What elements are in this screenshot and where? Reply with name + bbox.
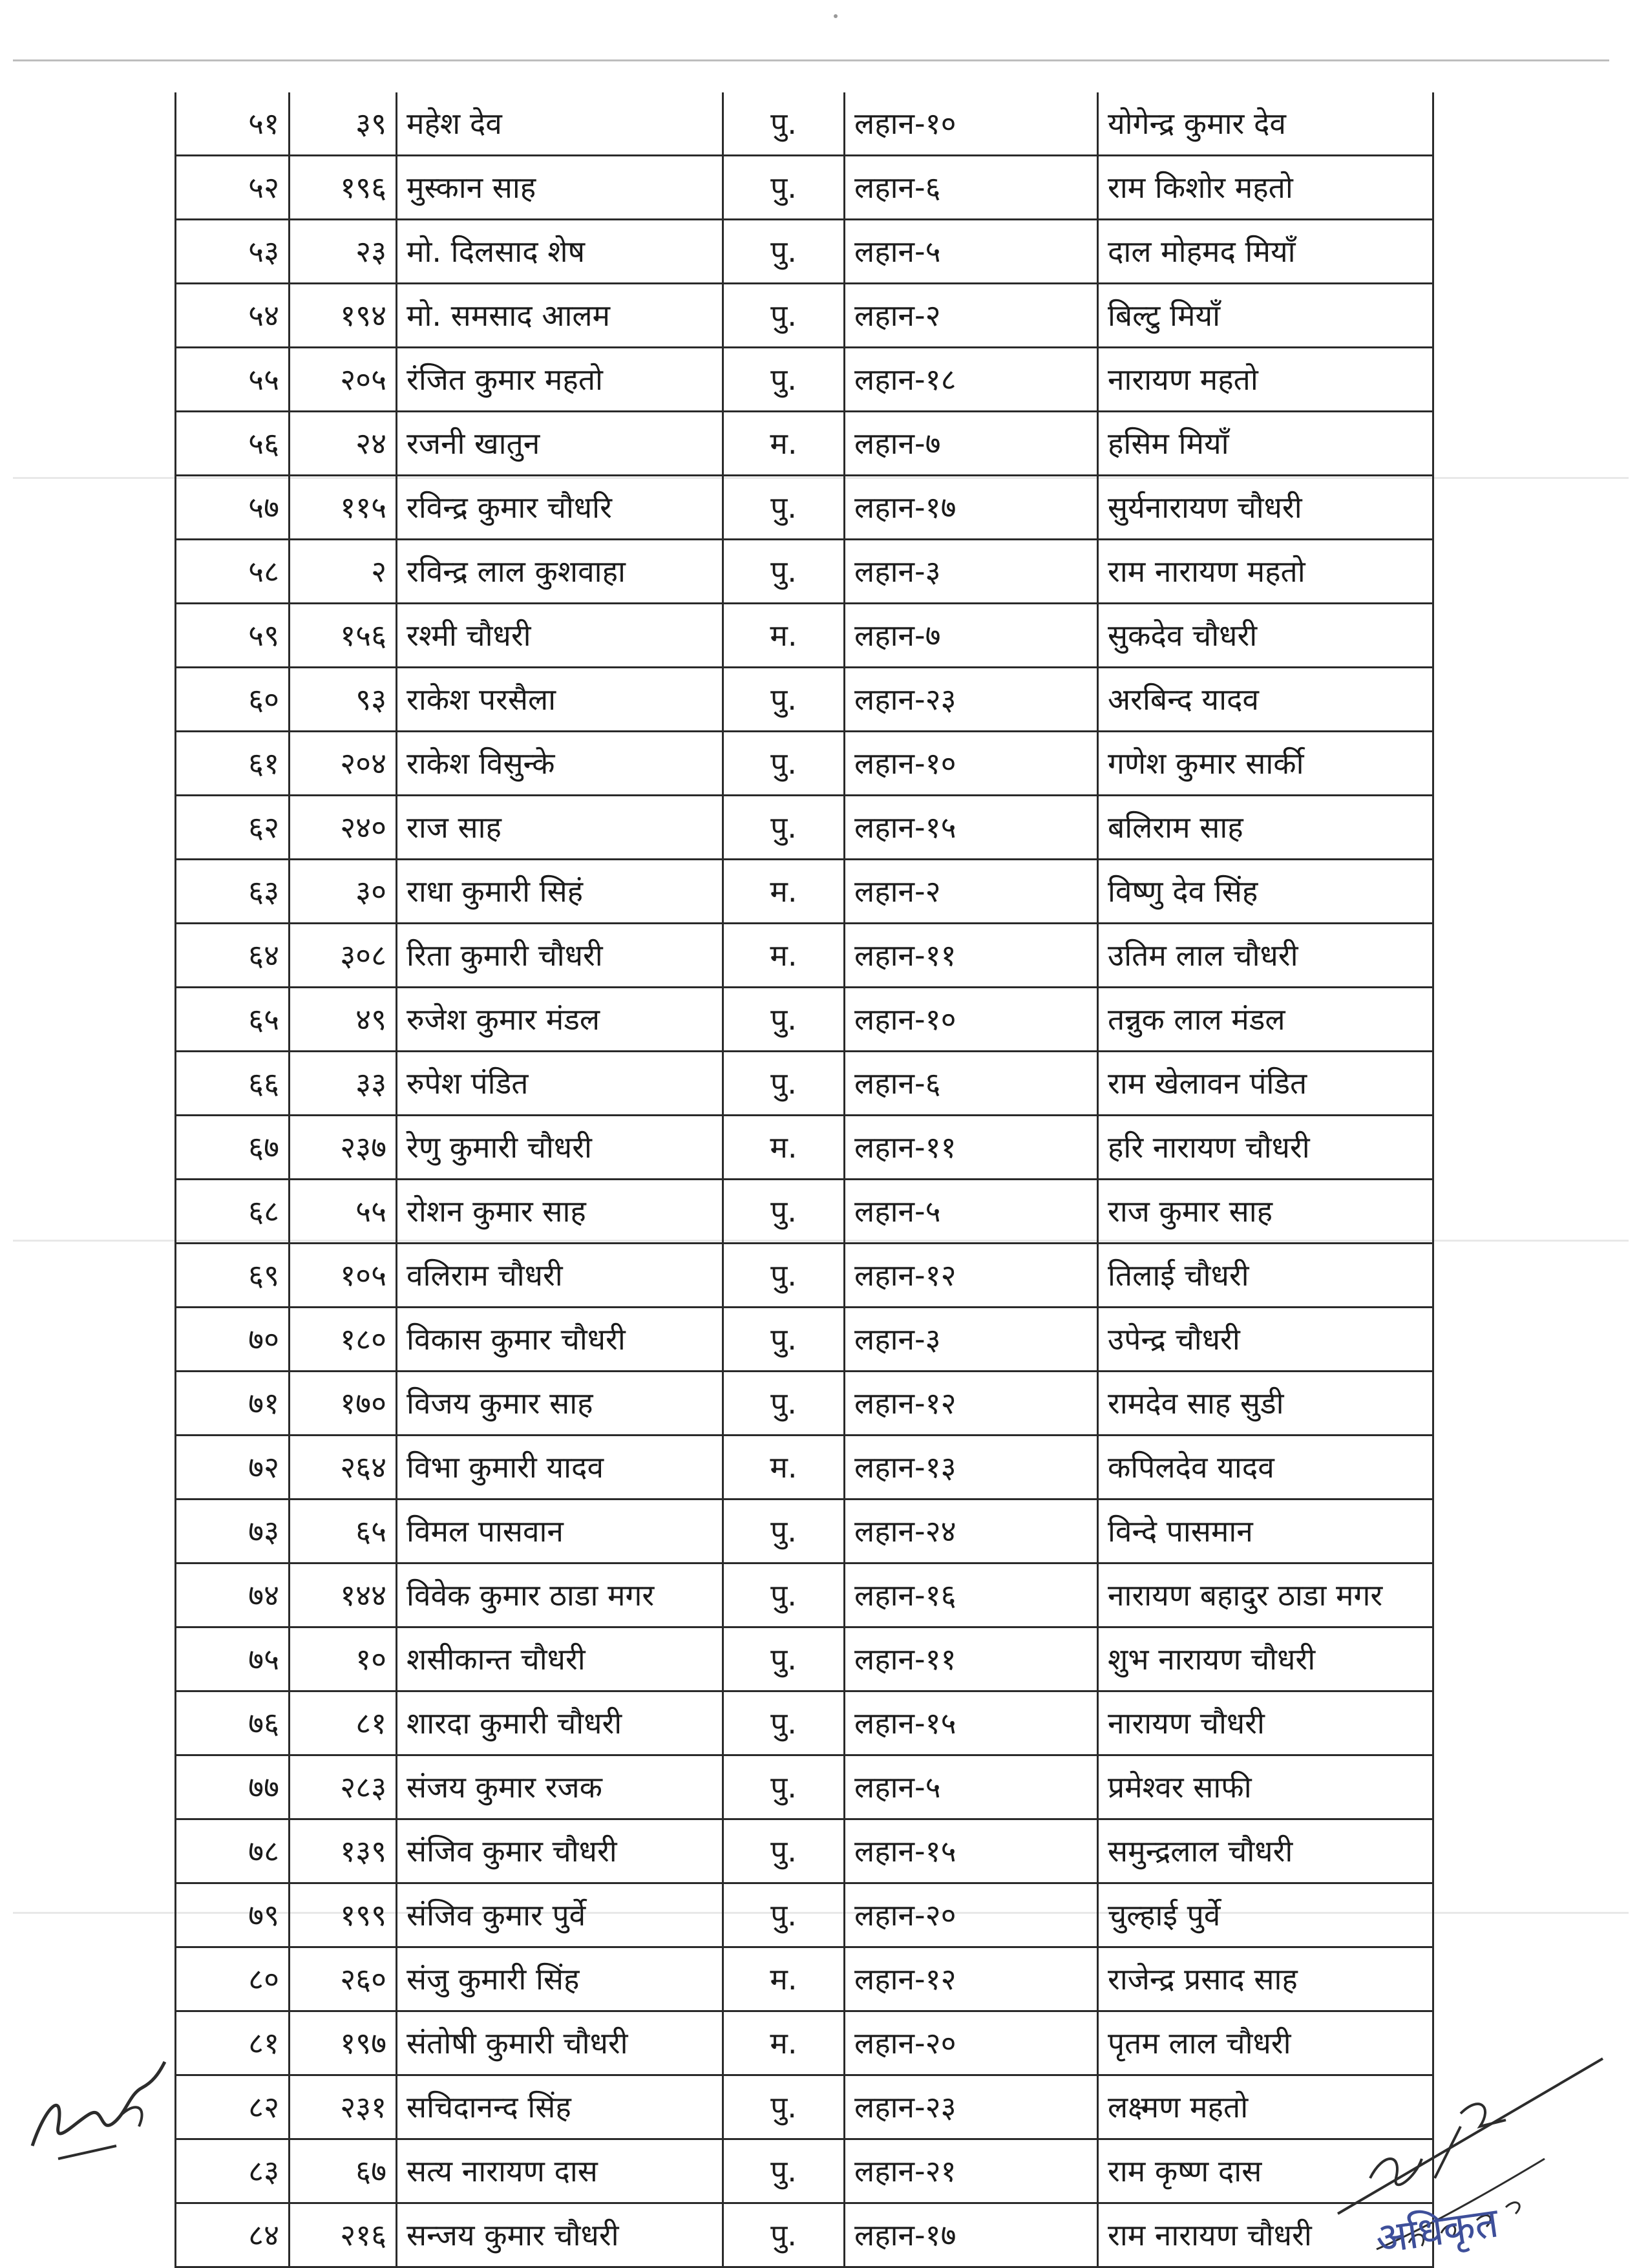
parent-name-cell: राम किशोर महतो [1098, 156, 1433, 220]
address-cell: लहान-१५ [845, 1691, 1098, 1755]
serial-number-cell: ७१ [176, 1372, 290, 1436]
parent-name-cell: नारायण चौधरी [1098, 1691, 1433, 1755]
gender-cell: पु. [723, 2203, 845, 2267]
address-cell: लहान-७ [845, 604, 1098, 668]
roll-number-cell: ११५ [290, 476, 397, 540]
student-name-cell: रजनी खातुन [397, 412, 723, 476]
parent-name-cell: अरबिन्द यादव [1098, 668, 1433, 732]
parent-name-cell: दाल मोहमद मियाँ [1098, 220, 1433, 284]
roll-number-cell: ६७ [290, 2139, 397, 2203]
serial-number-cell: ५१ [176, 92, 290, 156]
table-row [176, 1244, 1433, 1308]
address-cell: लहान-१२ [845, 1947, 1098, 2011]
table-row [176, 1563, 1433, 1627]
parent-name-cell: हरि नारायण चौधरी [1098, 1116, 1433, 1180]
serial-number-cell: ५३ [176, 220, 290, 284]
gender-cell: पु. [723, 1755, 845, 1819]
table-row [176, 476, 1433, 540]
parent-name-cell: नारायण महतो [1098, 348, 1433, 412]
student-name-cell: संजय कुमार रजक [397, 1755, 723, 1819]
gender-cell: म. [723, 860, 845, 924]
student-name-cell: रुपेश पंडित [397, 1052, 723, 1116]
parent-name-cell: राज कुमार साह [1098, 1180, 1433, 1244]
gender-cell: पु. [723, 1052, 845, 1116]
table-row [176, 1627, 1433, 1691]
address-cell: लहान-३ [845, 540, 1098, 604]
gender-cell: म. [723, 2011, 845, 2075]
address-cell: लहान-५ [845, 1180, 1098, 1244]
roll-number-cell: १५६ [290, 604, 397, 668]
gender-cell: पु. [723, 796, 845, 860]
address-cell: लहान-११ [845, 1627, 1098, 1691]
table-row [176, 1116, 1433, 1180]
parent-name-cell: बिल्टु मियाँ [1098, 284, 1433, 348]
roll-number-cell: ५५ [290, 1180, 397, 1244]
address-cell: लहान-११ [845, 1116, 1098, 1180]
roll-number-cell: २३ [290, 220, 397, 284]
parent-name-cell: हसिम मियाँ [1098, 412, 1433, 476]
gender-cell: म. [723, 1436, 845, 1500]
gender-cell: पु. [723, 156, 845, 220]
roll-number-cell: ३९ [290, 92, 397, 156]
table-row [176, 220, 1433, 284]
roll-number-cell: १० [290, 1627, 397, 1691]
address-cell: लहान-१५ [845, 796, 1098, 860]
address-cell: लहान-१० [845, 92, 1098, 156]
gender-cell: पु. [723, 540, 845, 604]
table-row [176, 1180, 1433, 1244]
table-row [176, 860, 1433, 924]
address-cell: लहान-१२ [845, 1372, 1098, 1436]
serial-number-cell: ७७ [176, 1755, 290, 1819]
serial-number-cell: ८४ [176, 2203, 290, 2267]
parent-name-cell: उतिम लाल चौधरी [1098, 924, 1433, 988]
address-cell: लहान-११ [845, 924, 1098, 988]
parent-name-cell: रामदेव साह सुडी [1098, 1372, 1433, 1436]
parent-name-cell: राम खेलावन पंडित [1098, 1052, 1433, 1116]
serial-number-cell: ८३ [176, 2139, 290, 2203]
address-cell: लहान-२३ [845, 2075, 1098, 2139]
parent-name-cell: राजेन्द्र प्रसाद साह [1098, 1947, 1433, 2011]
parent-name-cell: पृतम लाल चौधरी [1098, 2011, 1433, 2075]
address-cell: लहान-१२ [845, 1244, 1098, 1308]
table-row [176, 540, 1433, 604]
address-cell: लहान-१० [845, 732, 1098, 796]
student-name-cell: राकेश परसैला [397, 668, 723, 732]
address-cell: लहान-७ [845, 412, 1098, 476]
table-row [176, 1052, 1433, 1116]
address-cell: लहान-६ [845, 156, 1098, 220]
serial-number-cell: ६९ [176, 1244, 290, 1308]
student-name-cell: सत्य नारायण दास [397, 2139, 723, 2203]
serial-number-cell: ६३ [176, 860, 290, 924]
roll-number-cell: १३९ [290, 1819, 397, 1883]
roll-number-cell: ३० [290, 860, 397, 924]
address-cell: लहान-२० [845, 2011, 1098, 2075]
roll-number-cell: २६० [290, 1947, 397, 2011]
roll-number-cell: १९६ [290, 156, 397, 220]
roll-number-cell: १४४ [290, 1563, 397, 1627]
serial-number-cell: ५७ [176, 476, 290, 540]
gender-cell: पु. [723, 284, 845, 348]
parent-name-cell: सुकदेव चौधरी [1098, 604, 1433, 668]
student-name-cell: रुजेश कुमार मंडल [397, 988, 723, 1052]
table-row [176, 2011, 1433, 2075]
table-row [176, 1372, 1433, 1436]
address-cell: लहान-१५ [845, 1819, 1098, 1883]
student-name-cell: मुस्कान साह [397, 156, 723, 220]
table-row [176, 1755, 1433, 1819]
parent-name-cell: सुर्यनारायण चौधरी [1098, 476, 1433, 540]
parent-name-cell: गणेश कुमार सार्की [1098, 732, 1433, 796]
gender-cell: पु. [723, 1372, 845, 1436]
parent-name-cell: बलिराम साह [1098, 796, 1433, 860]
gender-cell: पु. [723, 1500, 845, 1563]
address-cell: लहान-३ [845, 1308, 1098, 1372]
student-roster-table [174, 92, 1434, 2268]
table-row [176, 988, 1433, 1052]
table-row [176, 1500, 1433, 1563]
student-name-cell: शारदा कुमारी चौधरी [397, 1691, 723, 1755]
address-cell: लहान-१७ [845, 2203, 1098, 2267]
table-row [176, 604, 1433, 668]
serial-number-cell: ६८ [176, 1180, 290, 1244]
serial-number-cell: ७२ [176, 1436, 290, 1500]
serial-number-cell: ८० [176, 1947, 290, 2011]
gender-cell: पु. [723, 92, 845, 156]
roll-number-cell: १९७ [290, 2011, 397, 2075]
address-cell: लहान-२० [845, 1883, 1098, 1947]
address-cell: लहान-२४ [845, 1500, 1098, 1563]
roster-body [176, 92, 1433, 2267]
serial-number-cell: ५४ [176, 284, 290, 348]
gender-cell: पु. [723, 988, 845, 1052]
address-cell: लहान-६ [845, 1052, 1098, 1116]
address-cell: लहान-५ [845, 220, 1098, 284]
roll-number-cell: ३०८ [290, 924, 397, 988]
roll-number-cell: २३७ [290, 1116, 397, 1180]
student-name-cell: रोशन कुमार साह [397, 1180, 723, 1244]
table-row [176, 668, 1433, 732]
student-name-cell: राज साह [397, 796, 723, 860]
serial-number-cell: ५५ [176, 348, 290, 412]
official-stamp-text: अधिकृत [1373, 2199, 1502, 2264]
roll-number-cell: २०४ [290, 732, 397, 796]
roll-number-cell: ६५ [290, 1500, 397, 1563]
parent-name-cell: शुभ नारायण चौधरी [1098, 1627, 1433, 1691]
serial-number-cell: ५८ [176, 540, 290, 604]
address-cell: लहान-१६ [845, 1563, 1098, 1627]
student-name-cell: मो. दिलसाद शेष [397, 220, 723, 284]
table-row [176, 284, 1433, 348]
student-name-cell: रविन्द्र कुमार चौधरि [397, 476, 723, 540]
gender-cell: म. [723, 1947, 845, 2011]
student-name-cell: विभा कुमारी यादव [397, 1436, 723, 1500]
gender-cell: पु. [723, 1244, 845, 1308]
table-row [176, 1819, 1433, 1883]
roll-number-cell: ८१ [290, 1691, 397, 1755]
roll-number-cell: ३३ [290, 1052, 397, 1116]
student-name-cell: संजिव कुमार पुर्वे [397, 1883, 723, 1947]
table-row [176, 1691, 1433, 1755]
gender-cell: पु. [723, 1691, 845, 1755]
student-name-cell: सन्जय कुमार चौधरी [397, 2203, 723, 2267]
parent-name-cell: तन्नुक लाल मंडल [1098, 988, 1433, 1052]
serial-number-cell: ७५ [176, 1627, 290, 1691]
address-cell: लहान-१३ [845, 1436, 1098, 1500]
serial-number-cell: ७६ [176, 1691, 290, 1755]
parent-name-cell: तिलाई चौधरी [1098, 1244, 1433, 1308]
parent-name-cell: विन्दे पासमान [1098, 1500, 1433, 1563]
scan-dust-mark [834, 14, 838, 18]
parent-name-cell: राम नारायण महतो [1098, 540, 1433, 604]
parent-name-cell: लक्ष्मण महतो [1098, 2075, 1433, 2139]
table-row [176, 2075, 1433, 2139]
parent-name-cell: विष्णु देव सिंह [1098, 860, 1433, 924]
roll-number-cell: २०५ [290, 348, 397, 412]
parent-name-cell: राम कृष्ण दास [1098, 2139, 1433, 2203]
student-name-cell: संजु कुमारी सिंह [397, 1947, 723, 2011]
student-name-cell: रेणु कुमारी चौधरी [397, 1116, 723, 1180]
address-cell: लहान-१८ [845, 348, 1098, 412]
gender-cell: पु. [723, 732, 845, 796]
gender-cell: पु. [723, 220, 845, 284]
gender-cell: पु. [723, 1180, 845, 1244]
parent-name-cell: योगेन्द्र कुमार देव [1098, 92, 1433, 156]
table-row [176, 796, 1433, 860]
address-cell: लहान-२१ [845, 2139, 1098, 2203]
gender-cell: पु. [723, 668, 845, 732]
roll-number-cell: १९४ [290, 284, 397, 348]
table-row [176, 924, 1433, 988]
serial-number-cell: ६७ [176, 1116, 290, 1180]
table-row [176, 732, 1433, 796]
student-name-cell: विमल पासवान [397, 1500, 723, 1563]
parent-name-cell: नारायण बहादुर ठाडा मगर [1098, 1563, 1433, 1627]
student-name-cell: रंजित कुमार महतो [397, 348, 723, 412]
parent-name-cell: उपेन्द्र चौधरी [1098, 1308, 1433, 1372]
address-cell: लहान-२ [845, 860, 1098, 924]
student-name-cell: मो. समसाद आलम [397, 284, 723, 348]
serial-number-cell: ६६ [176, 1052, 290, 1116]
parent-name-cell: समुन्द्रलाल चौधरी [1098, 1819, 1433, 1883]
student-name-cell: वलिराम चौधरी [397, 1244, 723, 1308]
roll-number-cell: १९९ [290, 1883, 397, 1947]
gender-cell: पु. [723, 348, 845, 412]
table-row [176, 92, 1433, 156]
student-name-cell: रश्मी चौधरी [397, 604, 723, 668]
serial-number-cell: ७४ [176, 1563, 290, 1627]
student-name-cell: महेश देव [397, 92, 723, 156]
roll-number-cell: १७० [290, 1372, 397, 1436]
gender-cell: पु. [723, 1563, 845, 1627]
roll-number-cell: १०५ [290, 1244, 397, 1308]
roll-number-cell: २ [290, 540, 397, 604]
address-cell: लहान-१० [845, 988, 1098, 1052]
student-name-cell: राकेश विसुन्के [397, 732, 723, 796]
student-name-cell: सचिदानन्द सिंह [397, 2075, 723, 2139]
serial-number-cell: ५६ [176, 412, 290, 476]
serial-number-cell: ८१ [176, 2011, 290, 2075]
table-row [176, 1308, 1433, 1372]
serial-number-cell: ७८ [176, 1819, 290, 1883]
serial-number-cell: ६० [176, 668, 290, 732]
gender-cell: पु. [723, 1819, 845, 1883]
serial-number-cell: ८२ [176, 2075, 290, 2139]
serial-number-cell: ६५ [176, 988, 290, 1052]
serial-number-cell: ६२ [176, 796, 290, 860]
address-cell: लहान-१७ [845, 476, 1098, 540]
table-row [176, 1883, 1433, 1947]
serial-number-cell: ५९ [176, 604, 290, 668]
gender-cell: पु. [723, 1883, 845, 1947]
scan-top-edge [13, 59, 1609, 61]
roll-number-cell: २४ [290, 412, 397, 476]
serial-number-cell: ७० [176, 1308, 290, 1372]
parent-name-cell: प्रमेश्वर साफी [1098, 1755, 1433, 1819]
gender-cell: म. [723, 412, 845, 476]
roll-number-cell: २३१ [290, 2075, 397, 2139]
student-name-cell: विवेक कुमार ठाडा मगर [397, 1563, 723, 1627]
table-row [176, 412, 1433, 476]
student-name-cell: राधा कुमारी सिहं [397, 860, 723, 924]
table-row [176, 2139, 1433, 2203]
table-row [176, 156, 1433, 220]
address-cell: लहान-५ [845, 1755, 1098, 1819]
student-name-cell: शसीकान्त चौधरी [397, 1627, 723, 1691]
roll-number-cell: १८० [290, 1308, 397, 1372]
gender-cell: म. [723, 924, 845, 988]
address-cell: लहान-२३ [845, 668, 1098, 732]
table-row [176, 1436, 1433, 1500]
gender-cell: म. [723, 604, 845, 668]
student-name-cell: संजिव कुमार चौधरी [397, 1819, 723, 1883]
roll-number-cell: २१६ [290, 2203, 397, 2267]
gender-cell: पु. [723, 1308, 845, 1372]
parent-name-cell: राम नारायण चौधरी [1098, 2203, 1433, 2267]
gender-cell: म. [723, 1116, 845, 1180]
serial-number-cell: ७९ [176, 1883, 290, 1947]
student-name-cell: विकास कुमार चौधरी [397, 1308, 723, 1372]
gender-cell: पु. [723, 1627, 845, 1691]
parent-name-cell: चुल्हाई पुर्वे [1098, 1883, 1433, 1947]
gender-cell: पु. [723, 476, 845, 540]
table-row [176, 2203, 1433, 2267]
table-row [176, 1947, 1433, 2011]
serial-number-cell: ६४ [176, 924, 290, 988]
student-name-cell: विजय कुमार साह [397, 1372, 723, 1436]
serial-number-cell: ७३ [176, 1500, 290, 1563]
student-name-cell: रविन्द्र लाल कुशवाहा [397, 540, 723, 604]
address-cell: लहान-२ [845, 284, 1098, 348]
roll-number-cell: २८३ [290, 1755, 397, 1819]
gender-cell: पु. [723, 2139, 845, 2203]
student-name-cell: रिता कुमारी चौधरी [397, 924, 723, 988]
roll-number-cell: २६४ [290, 1436, 397, 1500]
parent-name-cell: कपिलदेव यादव [1098, 1436, 1433, 1500]
roll-number-cell: ४९ [290, 988, 397, 1052]
roll-number-cell: २४० [290, 796, 397, 860]
gender-cell: पु. [723, 2075, 845, 2139]
student-name-cell: संतोषी कुमारी चौधरी [397, 2011, 723, 2075]
signature-left [19, 2049, 174, 2172]
table-row [176, 348, 1433, 412]
serial-number-cell: ६१ [176, 732, 290, 796]
roll-number-cell: ९३ [290, 668, 397, 732]
serial-number-cell: ५२ [176, 156, 290, 220]
